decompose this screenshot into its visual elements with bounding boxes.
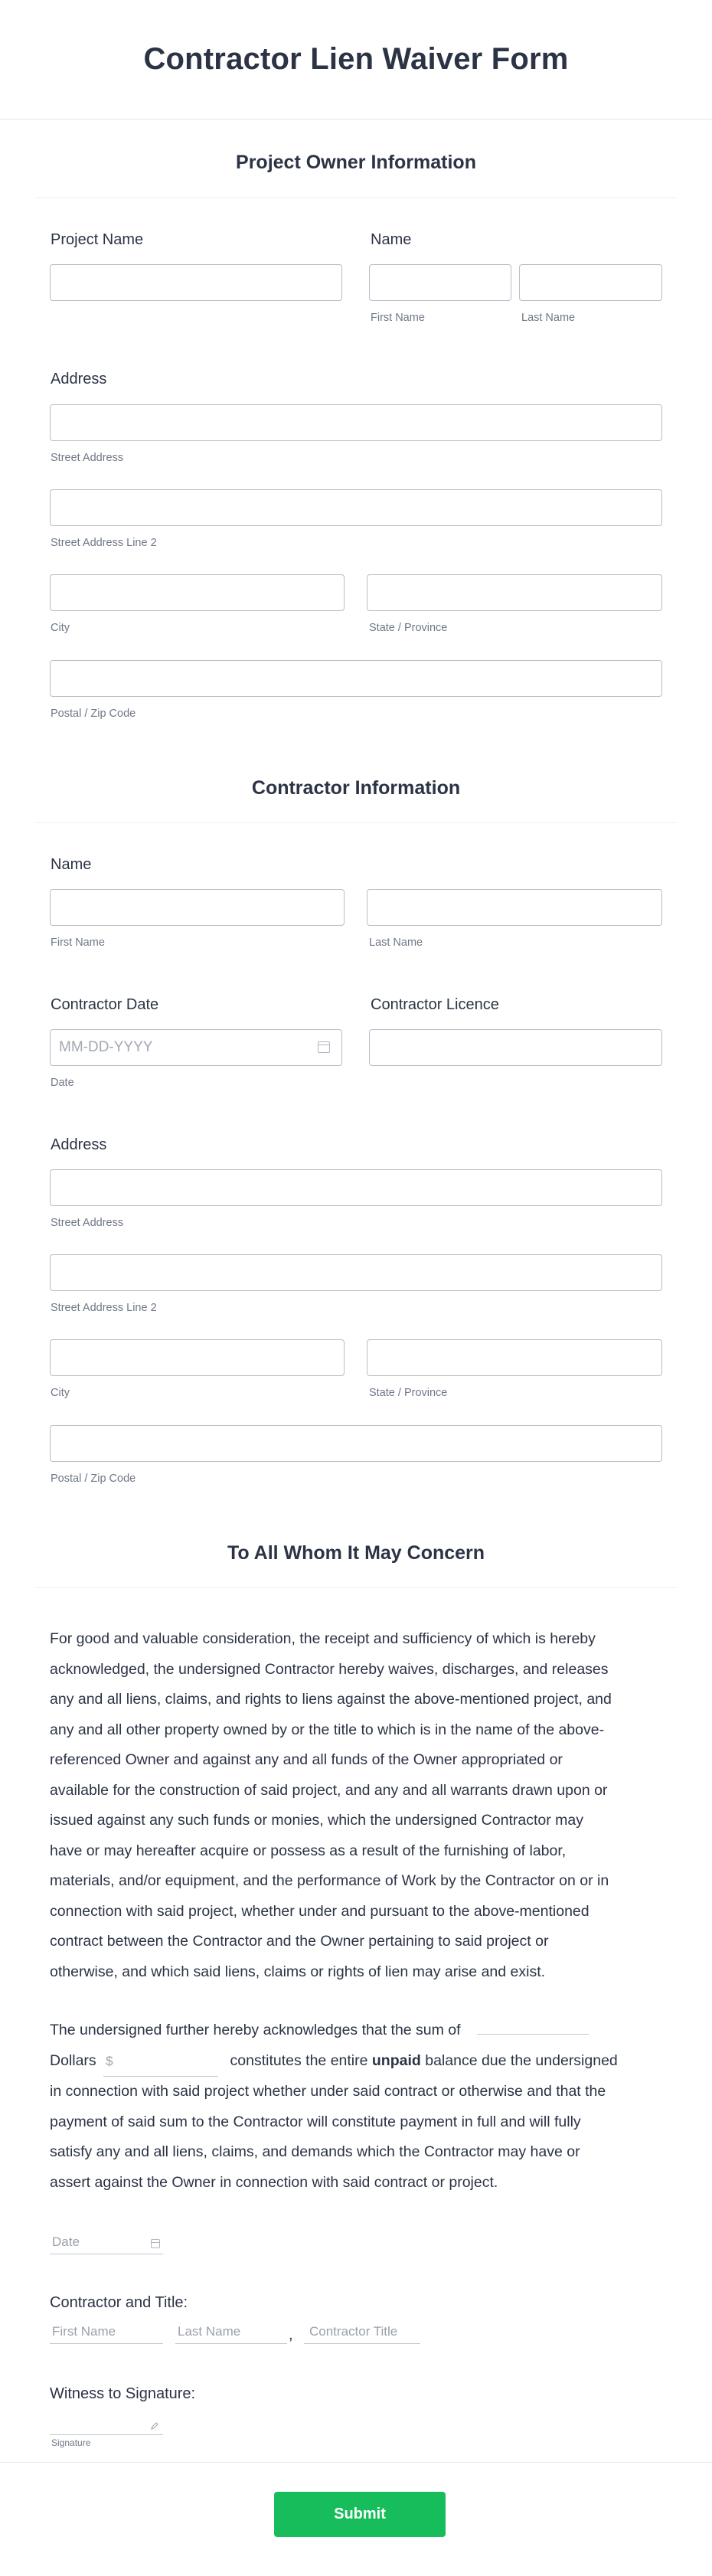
contractor-date-sublabel: Date xyxy=(51,1077,74,1089)
ack-line: assert against the Owner in connection with said contract or project. xyxy=(50,2173,498,2191)
owner-state-input[interactable] xyxy=(367,574,662,611)
contractor-licence-input[interactable] xyxy=(369,1029,662,1066)
owner-name-label: Name xyxy=(371,231,412,248)
owner-street2-sublabel: Street Address Line 2 xyxy=(51,537,157,549)
ack-line-1-text: The undersigned further hereby acknowledges that the sum of xyxy=(50,2022,461,2038)
contractor-first-name-input[interactable] xyxy=(50,889,345,926)
owner-state-sublabel: State / Province xyxy=(369,622,448,634)
concern-section-divider xyxy=(35,1587,677,1588)
contractor-street-input[interactable] xyxy=(50,1169,662,1206)
contractor-section-divider xyxy=(35,822,677,823)
owner-first-name-input[interactable] xyxy=(369,264,511,301)
waiver-line: materials, and/or equipment, and the performance of Work by the Contractor on or in xyxy=(50,1872,609,1889)
owner-zip-sublabel: Postal / Zip Code xyxy=(51,708,136,720)
contractor-street2-sublabel: Street Address Line 2 xyxy=(51,1302,157,1314)
signer-first-name-placeholder: First Name xyxy=(52,2324,116,2339)
name-title-comma: , xyxy=(289,2326,293,2343)
ack-constitutes-text: constitutes the entire xyxy=(230,2051,368,2069)
contractor-date-placeholder: MM-DD-YYYY xyxy=(59,1039,153,1055)
form-header xyxy=(0,0,712,119)
ack-balance-text: balance due the undersigned xyxy=(425,2051,618,2069)
waiver-line: acknowledged, the undersigned Contractor hereby waives, discharges, and releases xyxy=(50,1660,609,1678)
contractor-section-title: Contractor Information xyxy=(251,777,461,799)
waiver-paragraph xyxy=(50,1624,678,1987)
acknowledgement-paragraph xyxy=(50,2015,685,2198)
ack-line: in connection with said project whether under said contract or otherwise and that the xyxy=(50,2083,606,2100)
owner-first-name-sublabel: First Name xyxy=(371,312,425,324)
contractor-state-input[interactable] xyxy=(367,1339,662,1376)
owner-last-name-sublabel: Last Name xyxy=(521,312,576,324)
contractor-title-label: Contractor and Title: xyxy=(50,2294,188,2311)
waiver-line: available for the construction of said project, and any and all warrants drawn upon or xyxy=(50,1781,608,1799)
contractor-street2-input[interactable] xyxy=(50,1254,662,1291)
signer-last-name-input[interactable] xyxy=(175,2323,287,2344)
ack-line: payment of said sum to the Contractor will constitute payment in full and will fully xyxy=(50,2113,581,2130)
witness-signature-input[interactable] xyxy=(50,2414,163,2435)
contractor-name-label: Name xyxy=(51,856,92,873)
owner-street-sublabel: Street Address xyxy=(51,452,124,464)
waiver-line: contract between the Contractor and the Owner pertaining to said project or xyxy=(50,1933,549,1950)
signer-first-name-input[interactable] xyxy=(50,2323,163,2344)
unpaid-bold-text: unpaid xyxy=(371,2051,421,2069)
project-name-label: Project Name xyxy=(51,231,144,248)
concern-section-title: To All Whom It May Concern xyxy=(227,1542,485,1564)
project-name-input[interactable] xyxy=(50,264,342,301)
ack-line xyxy=(50,2046,685,2077)
ack-line: satisfy any and all liens, claims, and demands which the Contractor may have or xyxy=(50,2143,580,2160)
owner-last-name-input[interactable] xyxy=(519,264,662,301)
waiver-line: any and all other property owned by or the title to which is in the name of the above- xyxy=(50,1721,605,1738)
contractor-street-sublabel: Street Address xyxy=(51,1217,124,1229)
contractor-last-name-sublabel: Last Name xyxy=(369,937,423,949)
contractor-last-name-input[interactable] xyxy=(367,889,662,926)
calendar-icon[interactable] xyxy=(151,2239,160,2248)
waiver-line: have or may hereafter acquire or possess as a result of the furnishing of labor, xyxy=(50,1842,567,1859)
waiver-line: referenced Owner and against any and all funds of the Owner appropriated or xyxy=(50,1751,563,1768)
contractor-first-name-sublabel: First Name xyxy=(51,937,105,949)
owner-street2-input[interactable] xyxy=(50,489,662,526)
signature-date-input[interactable] xyxy=(50,2233,163,2254)
owner-city-input[interactable] xyxy=(50,574,345,611)
calendar-icon[interactable] xyxy=(318,1041,330,1053)
signature-date-placeholder: Date xyxy=(52,2234,80,2249)
owner-zip-input[interactable] xyxy=(50,660,662,697)
waiver-line: connection with said project, whether under and pursuant to the above-mentioned xyxy=(50,1902,590,1920)
contractor-city-sublabel: City xyxy=(51,1387,70,1399)
contractor-date-label: Contractor Date xyxy=(51,996,159,1013)
waiver-line: issued against any such funds or monies, which the undersigned Contractor may xyxy=(50,1812,583,1829)
signature-sublabel: Signature xyxy=(51,2437,91,2448)
witness-label: Witness to Signature: xyxy=(50,2385,196,2402)
submit-button[interactable]: Submit xyxy=(274,2492,446,2537)
contractor-city-input[interactable] xyxy=(50,1339,345,1376)
pen-icon xyxy=(150,2421,159,2431)
contractor-state-sublabel: State / Province xyxy=(369,1387,448,1399)
ack-line xyxy=(50,2015,685,2046)
contractor-zip-input[interactable] xyxy=(50,1425,662,1462)
form-footer xyxy=(0,2462,712,2576)
dollar-sign: $ xyxy=(106,2053,113,2068)
waiver-line: any and all liens, claims, and rights to liens against the above-mentioned project, and xyxy=(50,1691,612,1708)
contractor-licence-label: Contractor Licence xyxy=(371,996,499,1013)
form-title: Contractor Lien Waiver Form xyxy=(143,42,569,76)
signer-last-name-placeholder: Last Name xyxy=(178,2324,241,2339)
owner-section-title: Project Owner Information xyxy=(236,152,476,173)
owner-street-input[interactable] xyxy=(50,404,662,441)
contractor-address-label: Address xyxy=(51,1136,107,1153)
sum-words-input[interactable] xyxy=(477,2019,589,2035)
contractor-title-placeholder: Contractor Title xyxy=(309,2324,398,2339)
owner-address-label: Address xyxy=(51,371,107,387)
contractor-date-input[interactable] xyxy=(50,1029,342,1066)
contractor-zip-sublabel: Postal / Zip Code xyxy=(51,1473,136,1485)
waiver-line: otherwise, and which said liens, claims or rights of lien may arise and exist. xyxy=(50,1963,546,1980)
waiver-line: For good and valuable consideration, the receipt and sufficiency of which is hereby xyxy=(50,1630,596,1647)
owner-city-sublabel: City xyxy=(51,622,70,634)
dollars-text: Dollars xyxy=(50,2051,96,2069)
amount-input[interactable] xyxy=(103,2046,218,2077)
contractor-title-input[interactable] xyxy=(304,2323,420,2344)
